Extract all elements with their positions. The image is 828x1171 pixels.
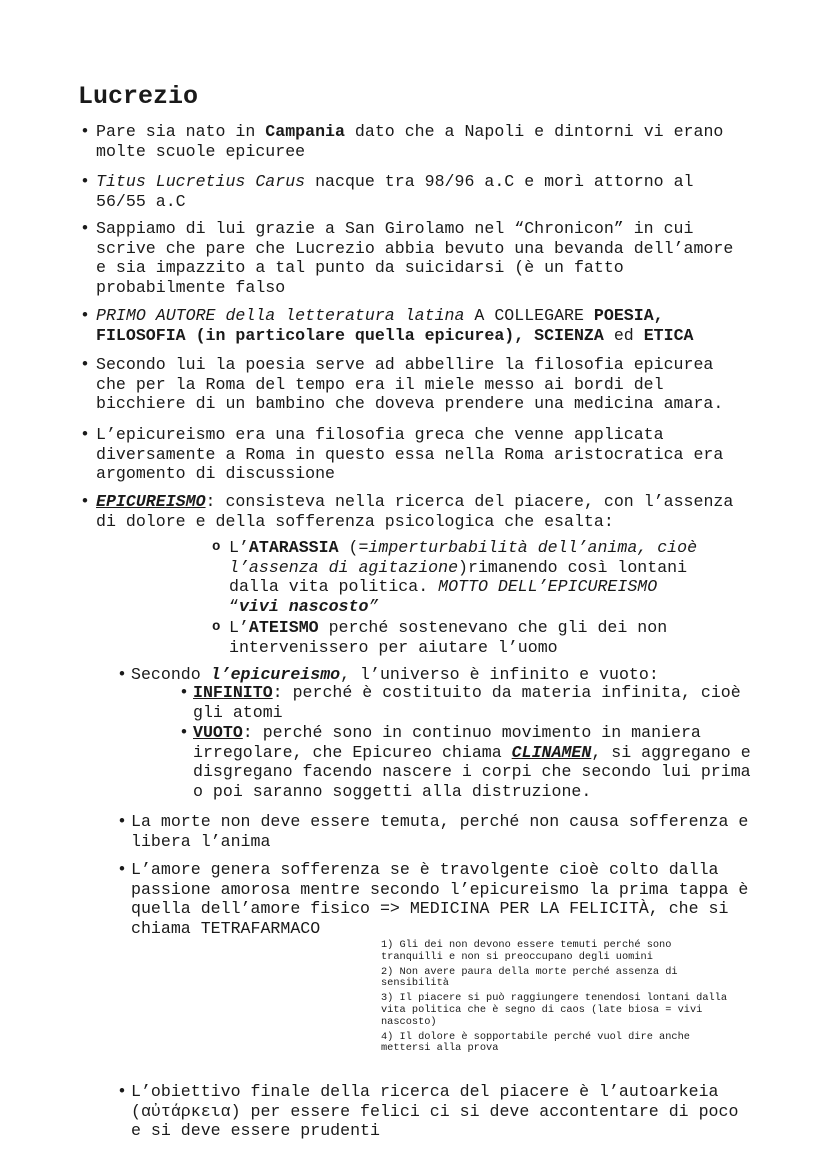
text-segment: perché sostenevano che gli dei non intervenissero per aiutare l’uomo bbox=[229, 618, 668, 657]
list-item bbox=[212, 538, 709, 616]
page-title: Lucrezio bbox=[78, 82, 199, 111]
bullet-icon: • bbox=[80, 122, 90, 141]
text-segment: ” bbox=[368, 596, 379, 616]
text-segment: )rimanendo così lontani dalla vita politica. bbox=[229, 557, 688, 597]
bullet-icon: • bbox=[80, 219, 90, 238]
text-segment: : perché sono in continuo movimento in maniera irregolare, che Epicureo chiama bbox=[193, 723, 701, 762]
text-segment: dato che a Napoli e dintorni vi erano molte scuole epicuree bbox=[96, 122, 724, 161]
text-segment: CLINAMEN bbox=[511, 742, 592, 762]
list-item bbox=[212, 618, 709, 657]
text-segment: vivi nascosto bbox=[238, 596, 369, 616]
text-segment: Secondo lui la poesia serve ad abbellire la filosofia epicurea che per la Roma del tempo era il miele messo ai bordi del bicchiere di un bambino che doveva prendere una medicina amara. bbox=[96, 355, 724, 414]
text-segment: : consisteva nella ricerca del piacere, con l’assenza di dolore e della sofferenza psicologica che esalta: bbox=[96, 492, 734, 531]
circle-bullet-icon: o bbox=[212, 539, 221, 555]
text-segment: ed bbox=[603, 325, 644, 345]
text-segment: l’epicureismo bbox=[210, 665, 341, 684]
bullet-icon: • bbox=[80, 425, 90, 444]
text-segment: EPICUREISMO bbox=[96, 492, 206, 511]
text-segment: L’ bbox=[229, 538, 249, 557]
text-segment: La morte non deve essere temuta, perché non causa sofferenza e libera l’anima bbox=[131, 812, 749, 851]
text-segment: A COLLEGARE bbox=[464, 306, 594, 325]
list-item bbox=[80, 219, 746, 297]
text-segment: “ bbox=[229, 596, 239, 616]
list-item bbox=[117, 860, 751, 938]
bullet-icon: • bbox=[80, 492, 90, 511]
text-segment: INFINITO bbox=[193, 683, 273, 702]
circle-bullet-icon: o bbox=[212, 619, 221, 635]
bullet-icon: • bbox=[117, 1082, 127, 1101]
list-item bbox=[80, 492, 746, 531]
list-item bbox=[80, 425, 746, 484]
text-segment: : perché è costituito da materia infinita, cioè gli atomi bbox=[193, 683, 741, 722]
bullet-icon: • bbox=[117, 860, 127, 879]
tetrafarmaco-item: 4) Il dolore è sopportabile perché vuol dire anche mettersi alla prova bbox=[381, 1030, 690, 1055]
bullet-icon: • bbox=[179, 723, 189, 742]
text-segment: nacque tra 98/96 a.C e morì attorno al 56/55 a.C bbox=[96, 172, 694, 211]
tetrafarmaco-list bbox=[381, 940, 731, 1058]
tetrafarmaco-item: 1) Gli dei non devono essere temuti perché sono tranquilli e non si preoccupano degli uomini bbox=[381, 939, 672, 963]
text-segment: MOTTO DELL’EPICUREISMO bbox=[438, 577, 658, 597]
bullet-icon: • bbox=[117, 665, 127, 684]
text-segment: ATEISMO bbox=[248, 618, 319, 637]
list-item bbox=[179, 723, 753, 801]
text-segment: ( bbox=[338, 538, 359, 557]
list-item bbox=[179, 683, 753, 722]
text-segment: =imperturbabilità dell’anima, cioè l’assenza di agitazione bbox=[229, 538, 698, 577]
text-segment: L’ bbox=[229, 618, 249, 637]
text-segment: VUOTO bbox=[193, 723, 243, 742]
bullet-icon: • bbox=[117, 812, 127, 831]
list-item bbox=[80, 306, 746, 345]
tetrafarmaco-item: 2) Non avere paura della morte perché assenza di sensibilità bbox=[381, 965, 678, 990]
text-segment: POESIA, FILOSOFIA (in particolare quella epicurea), SCIENZA bbox=[96, 306, 664, 345]
list-item bbox=[80, 122, 746, 161]
text-segment: L’amore genera sofferenza se è travolgente cioè colto dalla passione amorosa mentre secondo l’epicureismo la prima tappa è quella dell’amore fisico => MEDICINA PER LA FELICITÀ, che si chiama TETRAFARMACO bbox=[131, 860, 749, 938]
text-segment: L’epicureismo era una filosofia greca che venne applicata diversamente a Roma in questo essa nella Roma aristocratica era argomento di discussione bbox=[96, 425, 724, 484]
list-item bbox=[117, 665, 751, 685]
text-segment: Titus Lucretius Carus bbox=[96, 172, 306, 191]
bullet-icon: • bbox=[80, 172, 90, 191]
tetrafarmaco-item: 3) Il piacere si può raggiungere tenendosi lontani dalla vita politica che è segno di caos (late biosa = vivi nascosto) bbox=[381, 992, 728, 1028]
list-item bbox=[117, 812, 751, 851]
text-segment: L’obiettivo finale della ricerca del piacere è l’autoarkeia (αὐτάρκεια) per essere felici ci si deve accontentare di poco e si deve essere prudenti bbox=[131, 1082, 739, 1141]
text-segment: Secondo bbox=[131, 665, 211, 684]
text-segment: , si aggregano e disgregano facendo nascere i corpi che secondo lui prima o poi saranno soggetti alla distruzione. bbox=[193, 742, 751, 801]
bullet-icon: • bbox=[179, 683, 189, 702]
list-item bbox=[80, 355, 746, 414]
list-item bbox=[117, 1082, 751, 1141]
text-segment: ATARASSIA bbox=[248, 538, 339, 557]
text-segment: ETICA bbox=[643, 325, 694, 345]
text-segment: , l’universo è infinito e vuoto: bbox=[340, 665, 659, 684]
bullet-icon: • bbox=[80, 306, 90, 325]
text-segment: Sappiamo di lui grazie a San Girolamo nel “Chronicon” in cui scrive che pare che Lucrezio abbia bevuto una bevanda dell’amore e sia impazzito a tal punto da suicidarsi (è un fatto probabilmente falso bbox=[96, 219, 734, 297]
text-segment: PRIMO AUTORE della letteratura latina bbox=[96, 306, 465, 325]
bullet-icon: • bbox=[80, 355, 90, 374]
list-item bbox=[80, 172, 746, 211]
text-segment: Campania bbox=[265, 122, 345, 141]
text-segment: Pare sia nato in bbox=[96, 122, 266, 141]
